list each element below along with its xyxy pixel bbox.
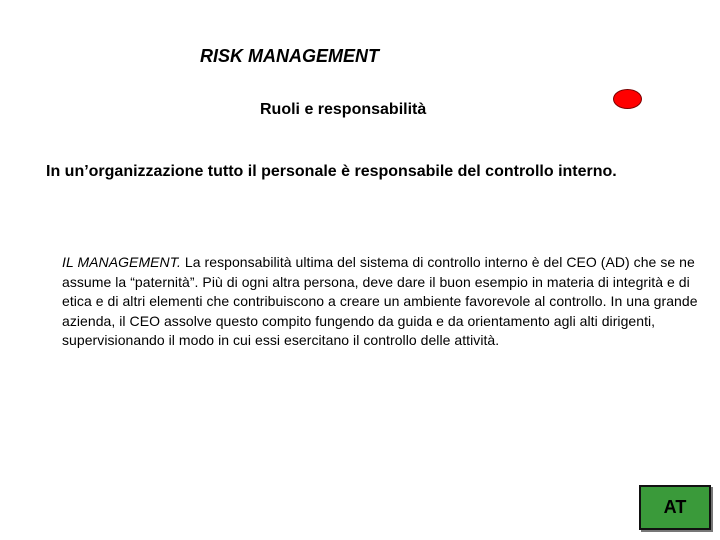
body-text: La responsabilità ultima del sistema di controllo interno è del CEO (AD) che se ne assume la “paternità”. Più di ogni altra persona, deve dare il buon esempio in materia di integrità e di etica e di altri elementi che contribuiscono a creare un ambiente favorevole al controllo. In una grande azienda, il CEO assolve questo compito fungendo da guida e da orientamento agli alti dirigenti, supervisionando il modo in cui essi esercitano il controllo delle attività. xyxy=(62,254,698,348)
slide-subtitle: Ruoli e responsabilità xyxy=(260,101,427,118)
red-circle-icon xyxy=(613,89,642,109)
lead-statement: In un’organizzazione tutto il personale è responsabile del controllo interno. xyxy=(46,163,617,180)
body-paragraph xyxy=(62,253,702,351)
body-lead-in: IL MANAGEMENT. xyxy=(62,254,181,270)
at-badge-label: AT xyxy=(663,497,687,517)
slide-title: RISK MANAGEMENT xyxy=(200,46,379,66)
at-badge xyxy=(639,485,711,530)
